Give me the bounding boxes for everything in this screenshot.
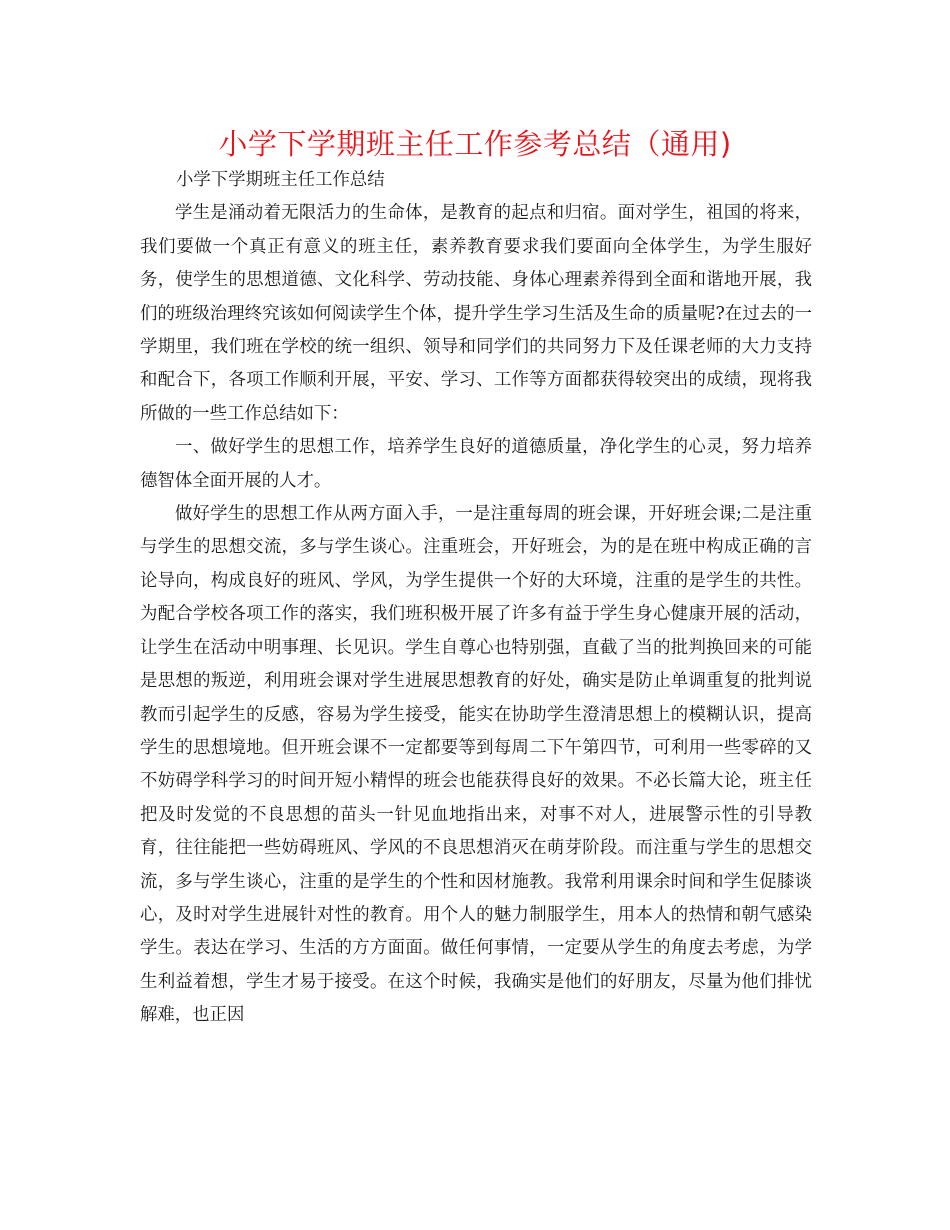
document-body [140,164,812,1033]
paragraph-section-one-heading: 一、做好学生的思想工作，培养学生良好的道德质量，净化学生的心灵，努力培养德智体全面开展的人才。 [140,437,812,491]
paragraph-intro: 学生是涌动着无限活力的生命体，是教育的起点和归宿。面对学生，祖国的将来，我们要做一个真正有意义的班主任，素养教育要求我们要面向全体学生，为学生服好务，使学生的思想道德、文化科学、劳动技能、身体心理素养得到全面和谐地开展，我们的班级治理终究该如何阅读学生个体，提升学生学习生活及生命的质量呢?在过去的一学期里，我们班在学校的统一组织、领导和同学们的共同努力下及任课老师的大力支持和配合下，各项工作顺利开展，平安、学习、工作等方面都获得较突出的成绩，现将我所做的一些工作总结如下： [140,203,812,424]
document-title: 小学下学期班主任工作参考总结（通用) [218,127,732,161]
paragraph-section-one-body: 做好学生的思想工作从两方面入手，一是注重每周的班会课，开好班会课;二是注重与学生的思想交流，多与学生谈心。注重班会，开好班会，为的是在班中构成正确的言论导向，构成良好的班风、学风，为学生提供一个好的大环境，注重的是学生的共性。为配合学校各项工作的落实，我们班积极开展了许多有益于学生身心健康开展的活动，让学生在活动中明事理、长见识。学生自尊心也特别强，直截了当的批判换回来的可能是思想的叛逆，利用班会课对学生进展思想教育的好处，确实是防止单调重复的批判说教而引起学生的反感，容易为学生接受，能实在协助学生澄清思想上的模糊认识，提高学生的思想境地。但开班会课不一定都要等到每周二下午第四节，可利用一些零碎的又不妨碍学科学习的时间开短小精悍的班会也能获得良好的效果。不必长篇大论，班主任把及时发觉的不良思想的苗头一针见血地指出来，对事不对人，进展警示性的引导教育，往往能把一些妨碍班风、学风的不良思想消灭在萌芽阶段。而注重与学生的思想交流，多与学生谈心，注重的是学生的个性和因材施教。我常利用课余时间和学生促膝谈心，及时对学生进展针对性的教育。用个人的魅力制服学生，用本人的热情和朝气感染学生。表达在学习、生活的方方面面。做任何事情，一定要从学生的角度去考虑，为学生利益着想，学生才易于接受。在这个时候，我确实是他们的好朋友，尽量为他们排忧解难，也正因 [140,504,812,1026]
document-subtitle: 小学下学期班主任工作总结 [176,170,385,190]
